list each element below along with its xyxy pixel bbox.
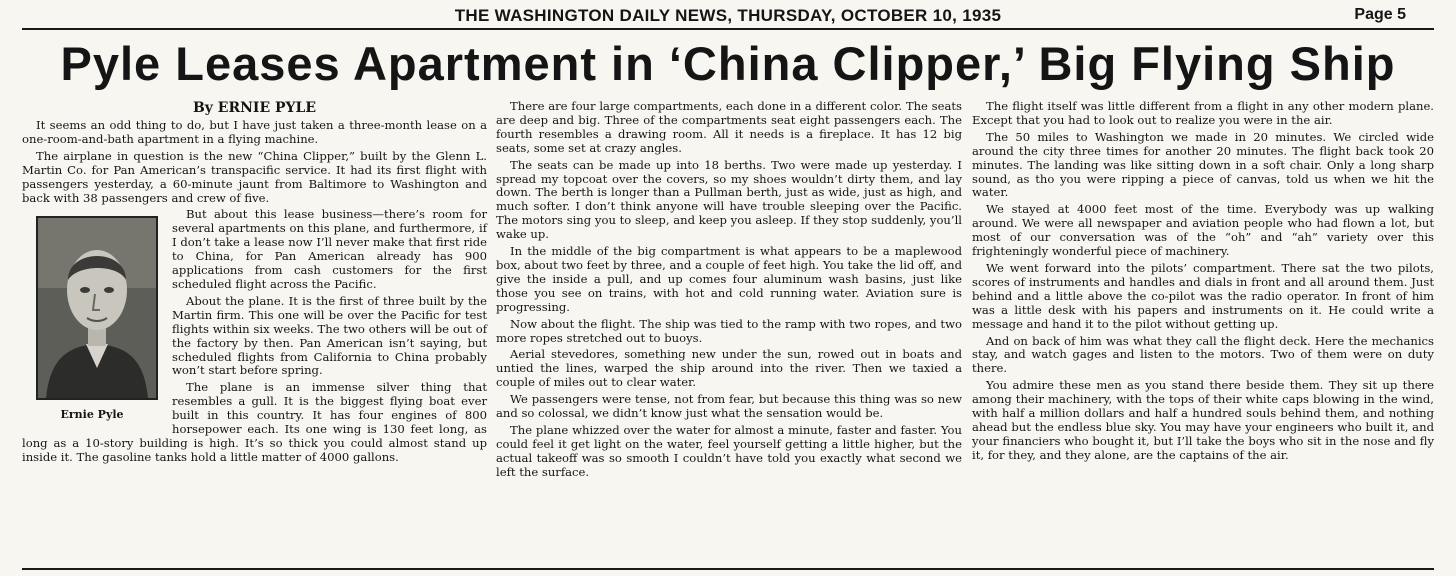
newspaper-dateline: THE WASHINGTON DAILY NEWS, THURSDAY, OCTOBER 10, 1935 (454, 6, 1002, 25)
byline: By ERNIE PYLE (192, 100, 317, 116)
paragraph: The flight itself was little different from a flight in any other modern plane. Except that you had to look out to realize you were in the air. (972, 99, 1434, 127)
author-photo-block (22, 216, 162, 422)
paragraph: In the middle of the big compartment is what appears to be a maplewood box, about two feet by three, and a couple of feet high. You take the lid off, and give the inside a pull, and up comes four aluminum wash basins, just like those you see on trains, with hot and cold running water. Aviation sure is progressing. (496, 244, 962, 314)
paragraph: The plane whizzed over the water for almost a minute, faster and faster. You could feel it get light on the water, feel yourself getting a little higher, but the actual takeoff was so smooth I couldn’t have told you exactly what second we left the surface. (496, 422, 962, 479)
paragraph: The plane is an immense silver thing that resembles a gull. It is the biggest flying boat ever built in this country. It has four engines of 800 horsepower each. Its one wing is 130 feet long, as long as a 10-story building is high. It’s so thick you could almost stand up inside it. The gasoline tanks hold a little matter of 4000 gallons. (22, 380, 487, 464)
paragraph: There are four large compartments, each done in a different color. The seats are deep and big. Three of the compartments seat eight passengers each. The fourth resembles a drawing room. All it needs is a fireplace. It has 12 big seats, some set at crazy angles. (496, 99, 962, 155)
bottom-rule (22, 568, 1434, 570)
paragraph: You admire these men as you stand there beside them. They sit up there among their machinery, with the tops of their white caps blowing in the wind, with half a million dollars and half a hundred souls behind them, and nothing ahead but the endless blue sky. You may have your engineers who built it, and your financiers who bought it, but I’ll take the boys who sit in the nose and fly it, for they, and they alone, are the captains of the air. (972, 378, 1434, 462)
headline: Pyle Leases Apartment in ‘China Clipper,’ Big Flying Ship (60, 37, 1396, 90)
paragraph: The seats can be made up into 18 berths. Two were made up yesterday. I spread my topcoat over the covers, so my shoes wouldn’t dirty them, and lay down. The berth is longer than a Pullman berth, just as wide, just as high, and much softer. I don’t think anyone will have trouble sleeping over the Pacific. The motors sing you to sleep, and keep you asleep. If they stop suddenly, you’ll wake up. (496, 157, 962, 242)
paragraph: And on back of him was what they call the flight deck. Here the mechanics stay, and watch gages and listen to the motors. Two of them were on duty there. (972, 333, 1434, 376)
paragraph: We stayed at 4000 feet most of the time. Everybody was up walking around. We were all newspaper and aviation people who had flown a lot, but most of our conversation was of the “oh” and “ah” variety over this frighteningly wonderful piece of machinery. (972, 202, 1434, 259)
paragraph: We passengers were tense, not from fear, but because this thing was so new and so colossal, we didn’t know just what the sensation would be. (496, 392, 962, 421)
masthead (0, 3, 1456, 27)
paragraph: Now about the flight. The ship was tied to the ramp with two ropes, and two more ropes stretched out to buoys. (496, 316, 962, 345)
paragraph: The 50 miles to Washington we made in 20 minutes. We circled wide around the city three times for another 20 minutes. The flight back took 20 minutes. The landing was like sitting down in a soft chair. Only a long sharp sound, as tho you were ripping a piece of canvas, told us when we hit the water. (972, 129, 1434, 200)
article-column-2 (496, 100, 962, 483)
paragraph: It seems an odd thing to do, but I have just taken a three-month lease on a one-room-and-bath apartment in a flying machine. (22, 118, 487, 146)
author-photo (36, 216, 158, 400)
paragraph: We went forward into the pilots’ compartment. There sat the two pilots, scores of instruments and handles and dials in front and all around them. Just behind and a little above the co-pilot was the radio operator. In front of him was a little desk with his papers and instruments on it. He could write a message and hand it to the pilot without getting up. (972, 260, 1434, 331)
paragraph: The airplane in question is the new “China Clipper,” built by the Glenn L. Martin Co. for Pan American’s transpacific service. It had its first flight with passengers yesterday, a 60-minute jaunt from Baltimore to Washington and back with 38 passengers and crew of five. (22, 148, 487, 205)
paragraph: Aerial stevedores, something new under the sun, rowed out in boats and untied the lines, warped the ship around into the river. Then we taxied a couple of miles out to clear water. (496, 347, 962, 390)
page-number: Page 5 (1354, 6, 1406, 23)
photo-caption: Ernie Pyle (60, 408, 124, 422)
portrait-silhouette (38, 218, 156, 398)
paragraph: But about this lease business—there’s room for several apartments on this plane, and furthermore, if I don’t take a lease now I’ll never make that first ride to China, for Pan American already has 900 applications from cash customers for the first scheduled flight across the Pacific. (172, 207, 487, 291)
article-column-3 (972, 100, 1434, 466)
paragraph: About the plane. It is the first of three built by the Martin firm. This one will be over the Pacific for test flights within six weeks. The two others will be out of the factory by then. Pan American isn’t saying, but scheduled flights from California to China probably won’t start before spring. (172, 293, 487, 378)
article-column-1 (22, 100, 487, 468)
top-rule (22, 28, 1434, 30)
